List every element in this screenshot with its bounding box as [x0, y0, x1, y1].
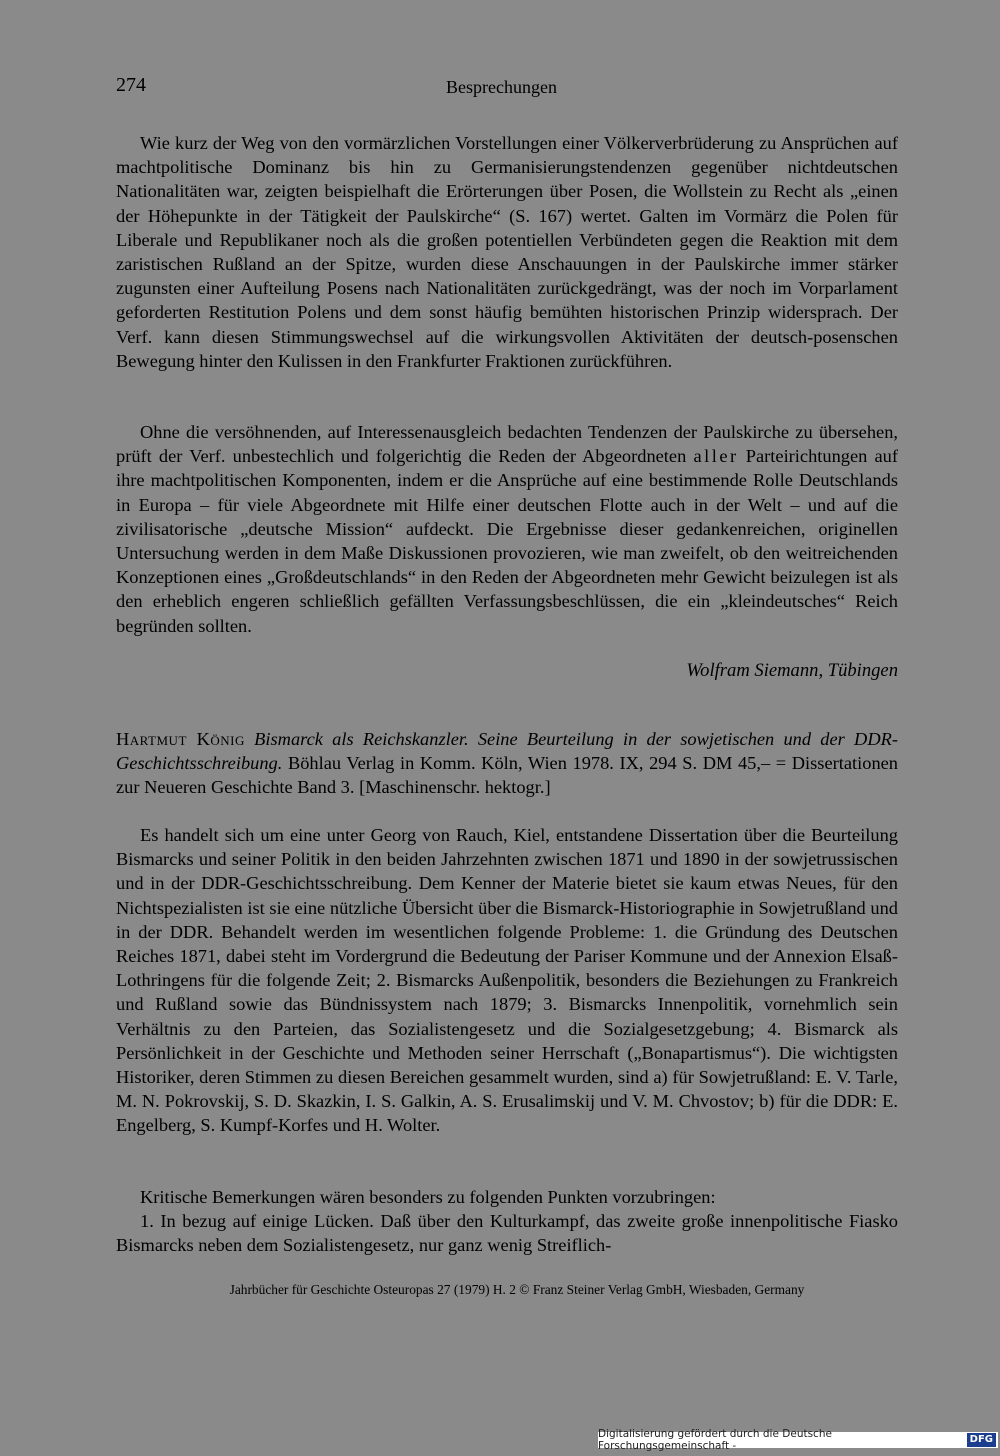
dfg-logo-icon: DFG: [967, 1433, 996, 1447]
page-number: 274: [116, 74, 146, 96]
review2-paragraph-1: Es handelt sich um eine unter Georg von Rauch, Kiel, entstandene Dissertation über die Beurteilung Bismarcks und seiner Politik in den beiden Jahrzehnten zwischen 1871 und 1890 in der sowjetrussischen und in der DDR-Geschichtsschreibung. Dem Kenner der Materie bietet sie kaum etwas Neues, für den Nichtspezialisten ist sie eine nützliche Übersicht über die Bismarck-Historiographie in Sowjetrußland und in der DDR. Behandelt werden im wesentlichen folgende Probleme: 1. die Gründung des Deutschen Reiches 1871, dabei steht im Vordergrund die Bedeutung der Pariser Kommune und der Annexion Elsaß-Lothringens für die folgende Zeit; 2. Bismarcks Außenpolitik, besonders die Beziehungen zu Frankreich und Rußland sowie das Bündnissystem nach 1879; 3. Bismarcks Innenpolitik, vornehmlich sein Verhältnis zu den Parteien, das Sozialistengesetz und die Sozialgesetzgebung; 4. Bismarck als Persönlichkeit in der Geschichte und Methoden seiner Herrschaft („Bonapartismus“). Die wichtigsten Historiker, deren Stimmen zu diesen Bereichen gesammelt wurden, sind a) für Sowjetrußland: E. V. Tarle, M. N. Pokrovskij, S. D. Skazkin, I. S. Galkin, A. S. Erusalimskij und V. M. Chvostov; b) für die DDR: E. Engelberg, S. Kumpf-Korfes und H. Wolter.: [116, 825, 898, 1136]
review2-publication-info: Böhlau Verlag in Komm. Köln, Wien 1978. IX, 294 S. DM 45,– = Dissertationen zur Neueren Geschichte Band 3. [Maschinenschr. hektogr.]: [116, 753, 898, 798]
review1-paragraph-2-part-b: Parteirichtungen auf ihre machtpolitischen Komponenten, indem er die Ansprüche auf eine bestimmende Rolle Deutschlands in Europa – für viele Abgeordnete mit Hilfe einer deutschen Flotte auch in der Welt – und auf die zivilisatorische „deutsche Mission“ aufdeckt. Die Ergebnisse dieser gedankenreichen, originellen Untersuchung werden in dem Maße Diskussionen provozieren, wie man zweifelt, ob den weitreichenden Konzeptionen eines „Großdeutschlands“ in den Reden der Abgeordneten mehr Gewicht beizulegen ist als den erheblich engeren schließlich gefällten Verfassungsbeschlüssen, die ein „kleindeutsches“ Reich begründen sollten.: [116, 446, 898, 636]
review1-paragraph-2-part-a: Ohne die versöhnenden, auf Interessenausgleich bedachten Tendenzen der Paulskirche zu übersehen, prüft der Verf. unbestechlich und folgerichtig die Reden der Abgeordneten: [116, 422, 898, 467]
running-head: Besprechungen: [446, 77, 557, 97]
review2-book-title: Bismarck als Reichskanzler. Seine Beurteilung in der sowjetischen und der DDR-Geschichtsschreibung.: [116, 729, 898, 774]
review2-bibliographic-header: [116, 727, 898, 800]
review2-paragraph-3: 1. In bezug auf einige Lücken. Daß über den Kulturkampf, das zweite große innenpolitische Fiasko Bismarcks neben dem Sozialistengesetz, nur ganz wenig Streiflich-: [116, 1211, 898, 1256]
spaced-emphasis: aller: [693, 446, 739, 467]
digitization-notice-bar: [598, 1428, 998, 1452]
review2-author: Hartmut König: [116, 729, 245, 749]
digitization-notice: Digitalisierung gefördert durch die Deutsche Forschungsgemeinschaft -: [598, 1428, 832, 1452]
reviewer-signature: Wolfram Siemann, Tübingen: [686, 660, 898, 681]
journal-footer: Jahrbücher für Geschichte Osteuropas 27 (1979) H. 2 © Franz Steiner Verlag GmbH, Wiesbaden, Germany: [229, 1282, 805, 1297]
review1-paragraph-2: [116, 420, 898, 638]
review1-paragraph-1: Wie kurz der Weg von den vormärzlichen Vorstellungen einer Völkerverbrüderung zu Ansprüchen auf machtpolitische Dominanz bis hin zu Germanisierungstendenzen gegenüber nichtdeutschen Nationalitäten war, zeigten beispielhaft die Erörterungen über Posen, die Wollstein zu Recht als „einen der Höhepunkte in der Tätigkeit der Paulskirche“ (S. 167) wertet. Galten im Vormärz die Polen für Liberale und Republikaner noch als die großen potentiellen Verbündeten gegen die Reaktion mit dem zaristischen Rußland an der Spitze, wurden diese Anschauungen in der Paulskirche immer stärker zugunsten einer Aufteilung Posens nach Nationalitäten zurückgedrängt, was der noch im Vorparlament geforderten Restitution Polens und dem sonst häufig bemühten historischen Prinzip widersprach. Der Verf. kann diesen Stimmungswechsel auf die wirkungsvollen Aktivitäten der deutsch-posenschen Bewegung hinter den Kulissen in den Frankfurter Fraktionen zurückführen.: [116, 133, 898, 371]
review2-paragraph-2: Kritische Bemerkungen wären besonders zu folgenden Punkten vorzubringen:: [140, 1187, 716, 1207]
